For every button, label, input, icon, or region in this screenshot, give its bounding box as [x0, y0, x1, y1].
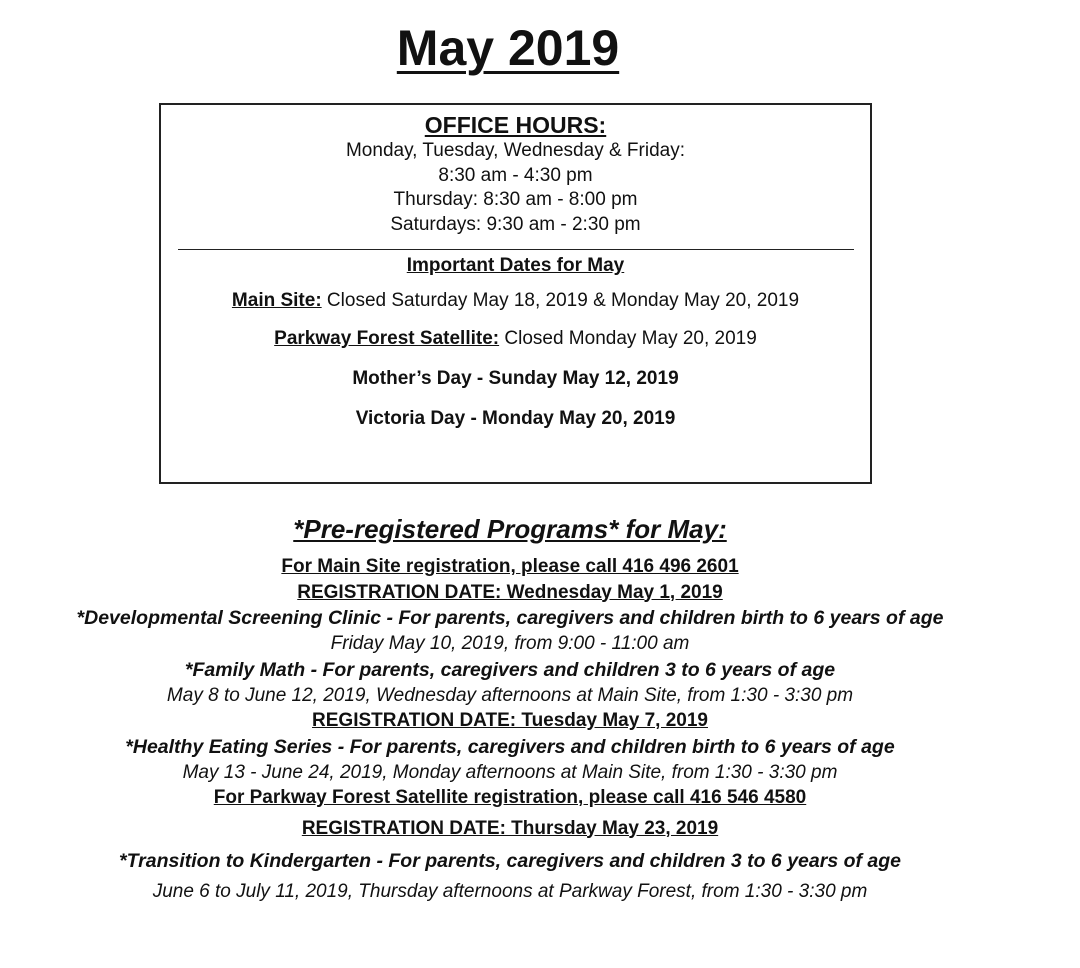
- healthy-eating-title: *Healthy Eating Series - For parents, caregivers and children birth to 6 years of age: [125, 735, 895, 758]
- registration-date-1: REGISTRATION DATE: Wednesday May 1, 2019: [297, 581, 723, 603]
- kindergarten-detail: June 6 to July 11, 2019, Thursday afternoons at Parkway Forest, from 1:30 - 3:30 pm: [152, 881, 868, 902]
- office-hours-heading: OFFICE HOURS:: [424, 112, 607, 138]
- parkway-registration: For Parkway Forest Satellite registration, please call 416 546 4580: [213, 787, 807, 808]
- main-site-registration: For Main Site registration, please call 416 496 2601: [281, 556, 739, 577]
- healthy-eating-detail: May 13 - June 24, 2019, Monday afternoons at Main Site, from 1:30 - 3:30 pm: [182, 761, 838, 783]
- family-math-detail: May 8 to June 12, 2019, Wednesday afternoons at Main Site, from 1:30 - 3:30 pm: [166, 684, 854, 706]
- office-hours-line-weekday-times: 8:30 am - 4:30 pm: [438, 164, 593, 186]
- programs-heading: *Pre-registered Programs* for May:: [293, 514, 727, 544]
- mothers-day: Mother’s Day - Sunday May 12, 2019: [352, 368, 679, 389]
- divider: [178, 249, 854, 250]
- office-hours-line-thursday: Thursday: 8:30 am - 8:00 pm: [393, 189, 638, 210]
- dev-screening-title: *Developmental Screening Clinic - For parents, caregivers and children birth to 6 years of age: [76, 607, 944, 629]
- programs-section: [0, 512, 1020, 905]
- parkway-label: Parkway Forest Satellite:: [274, 328, 500, 349]
- victoria-day: Victoria Day - Monday May 20, 2019: [355, 408, 676, 429]
- family-math-title: *Family Math - For parents, caregivers and children 3 to 6 years of age: [184, 658, 836, 681]
- main-site-label: Main Site:: [231, 290, 322, 311]
- page-title: May 2019: [396, 20, 620, 76]
- main-site-closure: [161, 289, 870, 313]
- parkway-closure: [161, 327, 870, 351]
- important-dates-heading: Important Dates for May: [406, 255, 625, 276]
- main-site-closure-text: Closed Saturday May 18, 2019 & Monday May 20, 2019: [321, 290, 800, 311]
- registration-date-2: REGISTRATION DATE: Tuesday May 7, 2019: [312, 710, 708, 731]
- registration-date-3: REGISTRATION DATE: Thursday May 23, 2019: [301, 817, 719, 839]
- kindergarten-title: *Transition to Kindergarten - For parents, caregivers and children 3 to 6 years of age: [118, 850, 902, 872]
- office-hours-line-saturday: Saturdays: 9:30 am - 2:30 pm: [390, 213, 641, 235]
- dev-screening-detail: Friday May 10, 2019, from 9:00 - 11:00 am: [330, 633, 690, 654]
- office-hours-box: [159, 103, 872, 484]
- office-hours-line-weekdays: Monday, Tuesday, Wednesday & Friday:: [345, 140, 685, 161]
- parkway-closure-text: Closed Monday May 20, 2019: [499, 328, 757, 349]
